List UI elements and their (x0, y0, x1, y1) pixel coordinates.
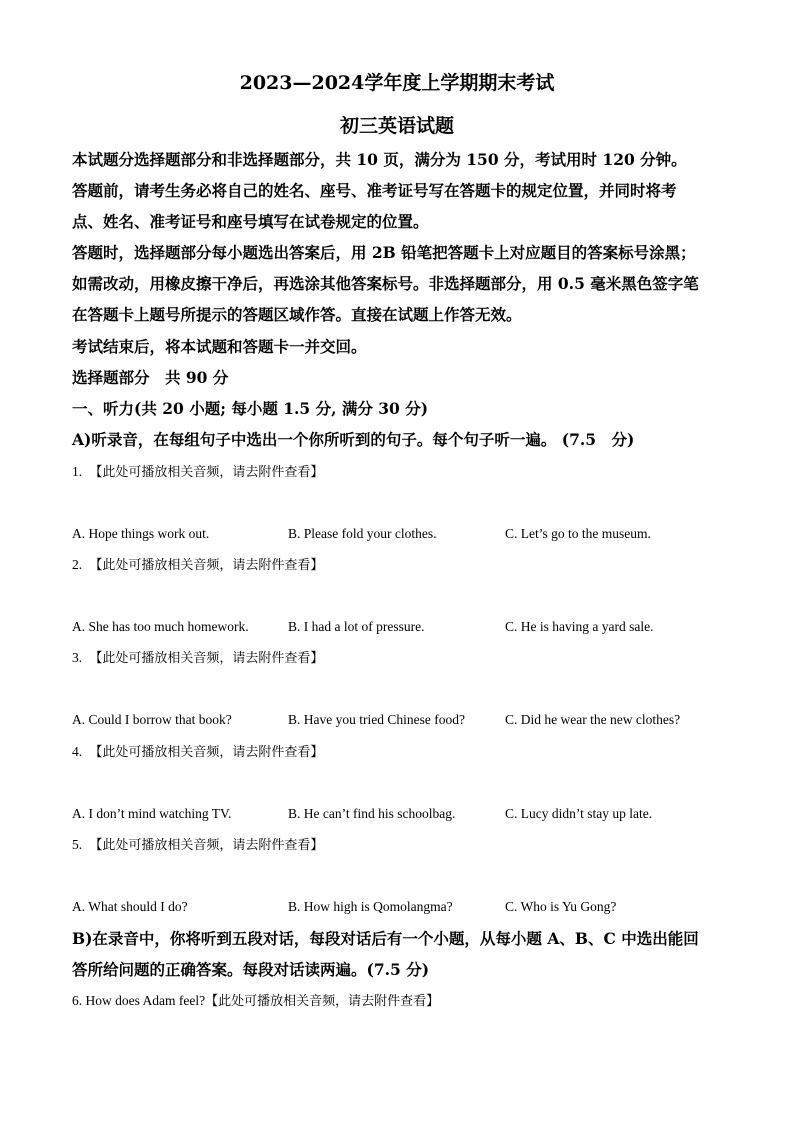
question-3 (72, 648, 323, 669)
exam-subtitle: 初三英语试题 (339, 115, 454, 137)
question-4 (72, 742, 323, 763)
question-6 (72, 991, 439, 1012)
part-a-instruction: A)听录音，在每组句子中选出一个你所听到的句子。每个句子听一遍。 (7.5 分) (72, 430, 635, 449)
option-a[interactable]: A. Could I borrow that book? (72, 712, 232, 727)
audio-placeholder-link[interactable]: 【此处可播放相关音频，请去附件查看】 (89, 745, 324, 760)
option-a[interactable]: A. I don’t mind watching TV. (72, 806, 232, 821)
exam-title: 2023—2024学年度上学期期末考试 (239, 72, 555, 94)
listening-heading: 一、听力(共 20 小题; 每小题 1.5 分, 满分 30 分) (72, 399, 429, 418)
question-3-options (72, 710, 752, 730)
option-b[interactable]: B. Have you tried Chinese food? (288, 712, 465, 727)
question-5 (72, 835, 323, 856)
option-a[interactable]: A. What should I do? (72, 899, 188, 914)
question-2 (72, 555, 323, 576)
instruction-line-3: 点、姓名、准考证号和座号填写在试卷规定的位置。 (72, 212, 429, 231)
audio-placeholder-link[interactable]: 【此处可播放相关音频，请去附件查看】 (89, 651, 324, 666)
question-5-options (72, 897, 752, 917)
option-a[interactable]: A. She has too much homework. (72, 619, 249, 634)
part-b-instruction-line-2: 答所给问题的正确答案。每段对话读两遍。(7.5 分) (72, 960, 430, 979)
part-b-instruction-line-1: B)在录音中，你将听到五段对话，每段对话后有一个小题，从每小题 A、B、C 中选出能回 (72, 929, 699, 948)
question-number: 3. (72, 650, 83, 665)
option-b[interactable]: B. How high is Qomolangma? (288, 899, 453, 914)
question-number: 2. (72, 557, 83, 572)
audio-placeholder-link[interactable]: 【此处可播放相关音频，请去附件查看】 (89, 465, 324, 480)
part-label: 选择题部分 共 90 分 (72, 368, 229, 387)
instruction-line-2: 答题前，请考生务必将自己的姓名、座号、准考证号写在答题卡的规定位置，并同时将考 (72, 181, 677, 200)
question-2-options (72, 617, 752, 637)
option-c[interactable]: C. Let’s go to the museum. (505, 526, 651, 541)
instruction-line-1: 本试题分选择题部分和非选择题部分，共 10 页，满分为 150 分，考试用时 120 分钟。 (72, 150, 687, 169)
question-number: 4. (72, 744, 83, 759)
option-c[interactable]: C. Did he wear the new clothes? (505, 712, 681, 727)
question-6-text: 6. How does Adam feel? (72, 993, 206, 1008)
audio-placeholder-link[interactable]: 【此处可播放相关音频，请去附件查看】 (89, 838, 324, 853)
audio-placeholder-link[interactable]: 【此处可播放相关音频，请去附件查看】 (89, 558, 324, 573)
option-a[interactable]: A. Hope things work out. (72, 526, 210, 541)
question-1-options (72, 524, 752, 544)
question-4-options (72, 804, 752, 824)
question-number: 1. (72, 464, 83, 479)
option-b[interactable]: B. I had a lot of pressure. (288, 619, 425, 634)
option-c[interactable]: C. Lucy didn’t stay up late. (505, 806, 653, 821)
instruction-line-5: 如需改动，用橡皮擦干净后，再选涂其他答案标号。非选择题部分，用 0.5 毫米黑色签字笔 (72, 274, 699, 293)
instruction-line-6: 在答题卡上题号所提示的答题区域作答。直接在试题上作答无效。 (72, 305, 522, 324)
option-b[interactable]: B. He can’t find his schoolbag. (288, 806, 456, 821)
option-b[interactable]: B. Please fold your clothes. (288, 526, 437, 541)
option-c[interactable]: C. He is having a yard sale. (505, 619, 654, 634)
audio-placeholder-link[interactable]: 【此处可播放相关音频，请去附件查看】 (205, 994, 440, 1009)
instruction-line-4: 答题时，选择题部分每小题选出答案后，用 2B 铅笔把答题卡上对应题目的答案标号涂黑； (72, 243, 696, 262)
instruction-line-7: 考试结束后，将本试题和答题卡一并交回。 (72, 337, 367, 356)
question-1 (72, 462, 323, 483)
option-c[interactable]: C. Who is Yu Gong? (505, 899, 617, 914)
question-number: 5. (72, 837, 83, 852)
